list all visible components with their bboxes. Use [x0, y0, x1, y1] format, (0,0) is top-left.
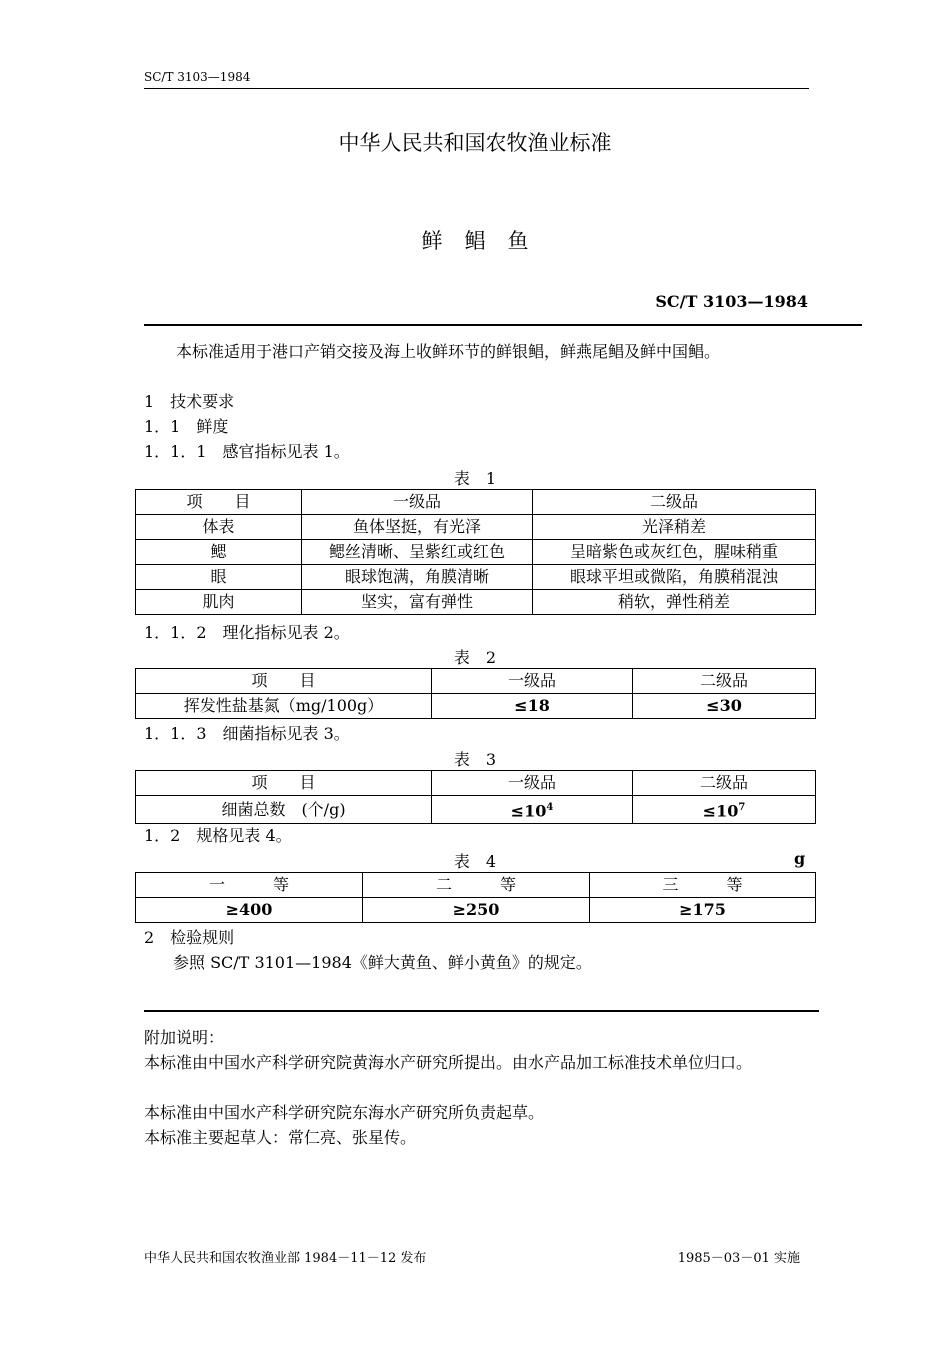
table-header-cell: 一级品 — [432, 771, 633, 796]
table-cell: 体表 — [136, 515, 302, 540]
header-rule — [144, 88, 809, 89]
notes-line-1: 本标准由中国水产科学研究院黄海水产研究所提出。由水产品加工标准技术单位归口。 — [144, 1053, 753, 1072]
table-header-cell: 一级品 — [302, 490, 533, 515]
value-base: ≤10 — [510, 801, 547, 821]
section-1-heading: 1 技术要求 — [144, 392, 235, 411]
table-cell: 眼 — [136, 565, 302, 590]
section-1-2-heading: 1．2 规格见表 4。 — [144, 826, 292, 845]
header-code: SC/T 3103—1984 — [144, 70, 251, 84]
table3-bacteria — [135, 770, 816, 824]
table4-unit: g — [794, 849, 806, 868]
section-1-1-1-heading: 1．1．1 感官指标见表 1。 — [144, 442, 350, 461]
notes-line-3: 本标准主要起草人：常仁亮、张星传。 — [144, 1128, 417, 1147]
table-header-cell: 项 目 — [136, 669, 432, 694]
section-1-1-2-heading: 1．1．2 理化指标见表 2。 — [144, 623, 350, 642]
table4-size-grades — [135, 872, 816, 923]
table-row — [136, 796, 816, 824]
table-row — [136, 898, 816, 923]
section-1-1-3-heading: 1．1．3 细菌指标见表 3。 — [144, 724, 350, 743]
table2-caption: 表 2 — [453, 648, 497, 667]
section-1-1-heading: 1．1 鲜度 — [144, 417, 229, 436]
footer-effective: 1985－03－01 实施 — [677, 1251, 800, 1266]
table-header-row — [136, 873, 816, 898]
table-header-cell: 项 目 — [136, 490, 302, 515]
table-cell: 细菌总数 (个/g) — [136, 796, 432, 824]
title-rule — [144, 324, 862, 326]
intro-paragraph: 本标准适用于港口产销交接及海上收鲜环节的鲜银鲳，鲜燕尾鲳及鲜中国鲳。 — [176, 342, 721, 361]
section-2-text: 参照 SC/T 3101—1984《鲜大黄鱼、鲜小黄鱼》的规定。 — [173, 953, 592, 972]
table1-caption: 表 1 — [453, 469, 497, 488]
table-header-row — [136, 669, 816, 694]
value-exponent: 7 — [738, 802, 746, 813]
table-header-cell: 三 等 — [590, 873, 816, 898]
value-base: ≤10 — [702, 801, 739, 821]
table-header-cell: 一 等 — [136, 873, 363, 898]
table-header-cell: 一级品 — [432, 669, 633, 694]
table-cell: 稍软，弹性稍差 — [533, 590, 816, 615]
table-row — [136, 694, 816, 719]
notes-heading: 附加说明： — [144, 1028, 225, 1047]
table-header-cell: 二级品 — [633, 669, 816, 694]
table2-physicochemical — [135, 668, 816, 719]
table1-sensory — [135, 489, 816, 615]
table-header-cell: 二级品 — [633, 771, 816, 796]
table-cell: 鱼体坚挺，有光泽 — [302, 515, 533, 540]
table-cell — [432, 796, 633, 824]
notes-line-2: 本标准由中国水产科学研究院东海水产研究所负责起草。 — [144, 1103, 545, 1122]
table-cell: ≥175 — [590, 898, 816, 923]
table-cell: 眼球平坦或微陷，角膜稍混浊 — [533, 565, 816, 590]
standard-authority-title: 中华人民共和国农牧渔业标准 — [338, 131, 612, 155]
table-cell: 挥发性盐基氮（mg/100g） — [136, 694, 432, 719]
table-cell: ≥400 — [136, 898, 363, 923]
table-cell: 鳃丝清晰、呈紫红或红色 — [302, 540, 533, 565]
table-cell: ≤30 — [633, 694, 816, 719]
table-header-row — [136, 490, 816, 515]
table-row — [136, 540, 816, 565]
table-cell: ≥250 — [363, 898, 590, 923]
table-cell: 坚实，富有弹性 — [302, 590, 533, 615]
table-row — [136, 590, 816, 615]
table-cell: 鳃 — [136, 540, 302, 565]
section-2-heading: 2 检验规则 — [144, 928, 235, 947]
table-cell: 肌肉 — [136, 590, 302, 615]
table-cell: ≤18 — [432, 694, 633, 719]
table-cell: 光泽稍差 — [533, 515, 816, 540]
table4-caption: 表 4 — [453, 852, 497, 871]
value-exponent: 4 — [546, 802, 554, 813]
table3-caption: 表 3 — [453, 750, 497, 769]
notes-rule — [144, 1010, 819, 1012]
table-header-cell: 二级品 — [533, 490, 816, 515]
table-cell — [633, 796, 816, 824]
table-header-cell: 项 目 — [136, 771, 432, 796]
table-row — [136, 565, 816, 590]
table-cell: 眼球饱满，角膜清晰 — [302, 565, 533, 590]
document-title: 鲜鲳鱼 — [421, 229, 551, 253]
standard-code: SC/T 3103—1984 — [655, 292, 808, 311]
table-cell: 呈暗紫色或灰红色，腥味稍重 — [533, 540, 816, 565]
table-header-cell: 二 等 — [363, 873, 590, 898]
table-header-row — [136, 771, 816, 796]
footer-issued: 中华人民共和国农牧渔业部 1984－11－12 发布 — [144, 1251, 427, 1266]
table-row — [136, 515, 816, 540]
